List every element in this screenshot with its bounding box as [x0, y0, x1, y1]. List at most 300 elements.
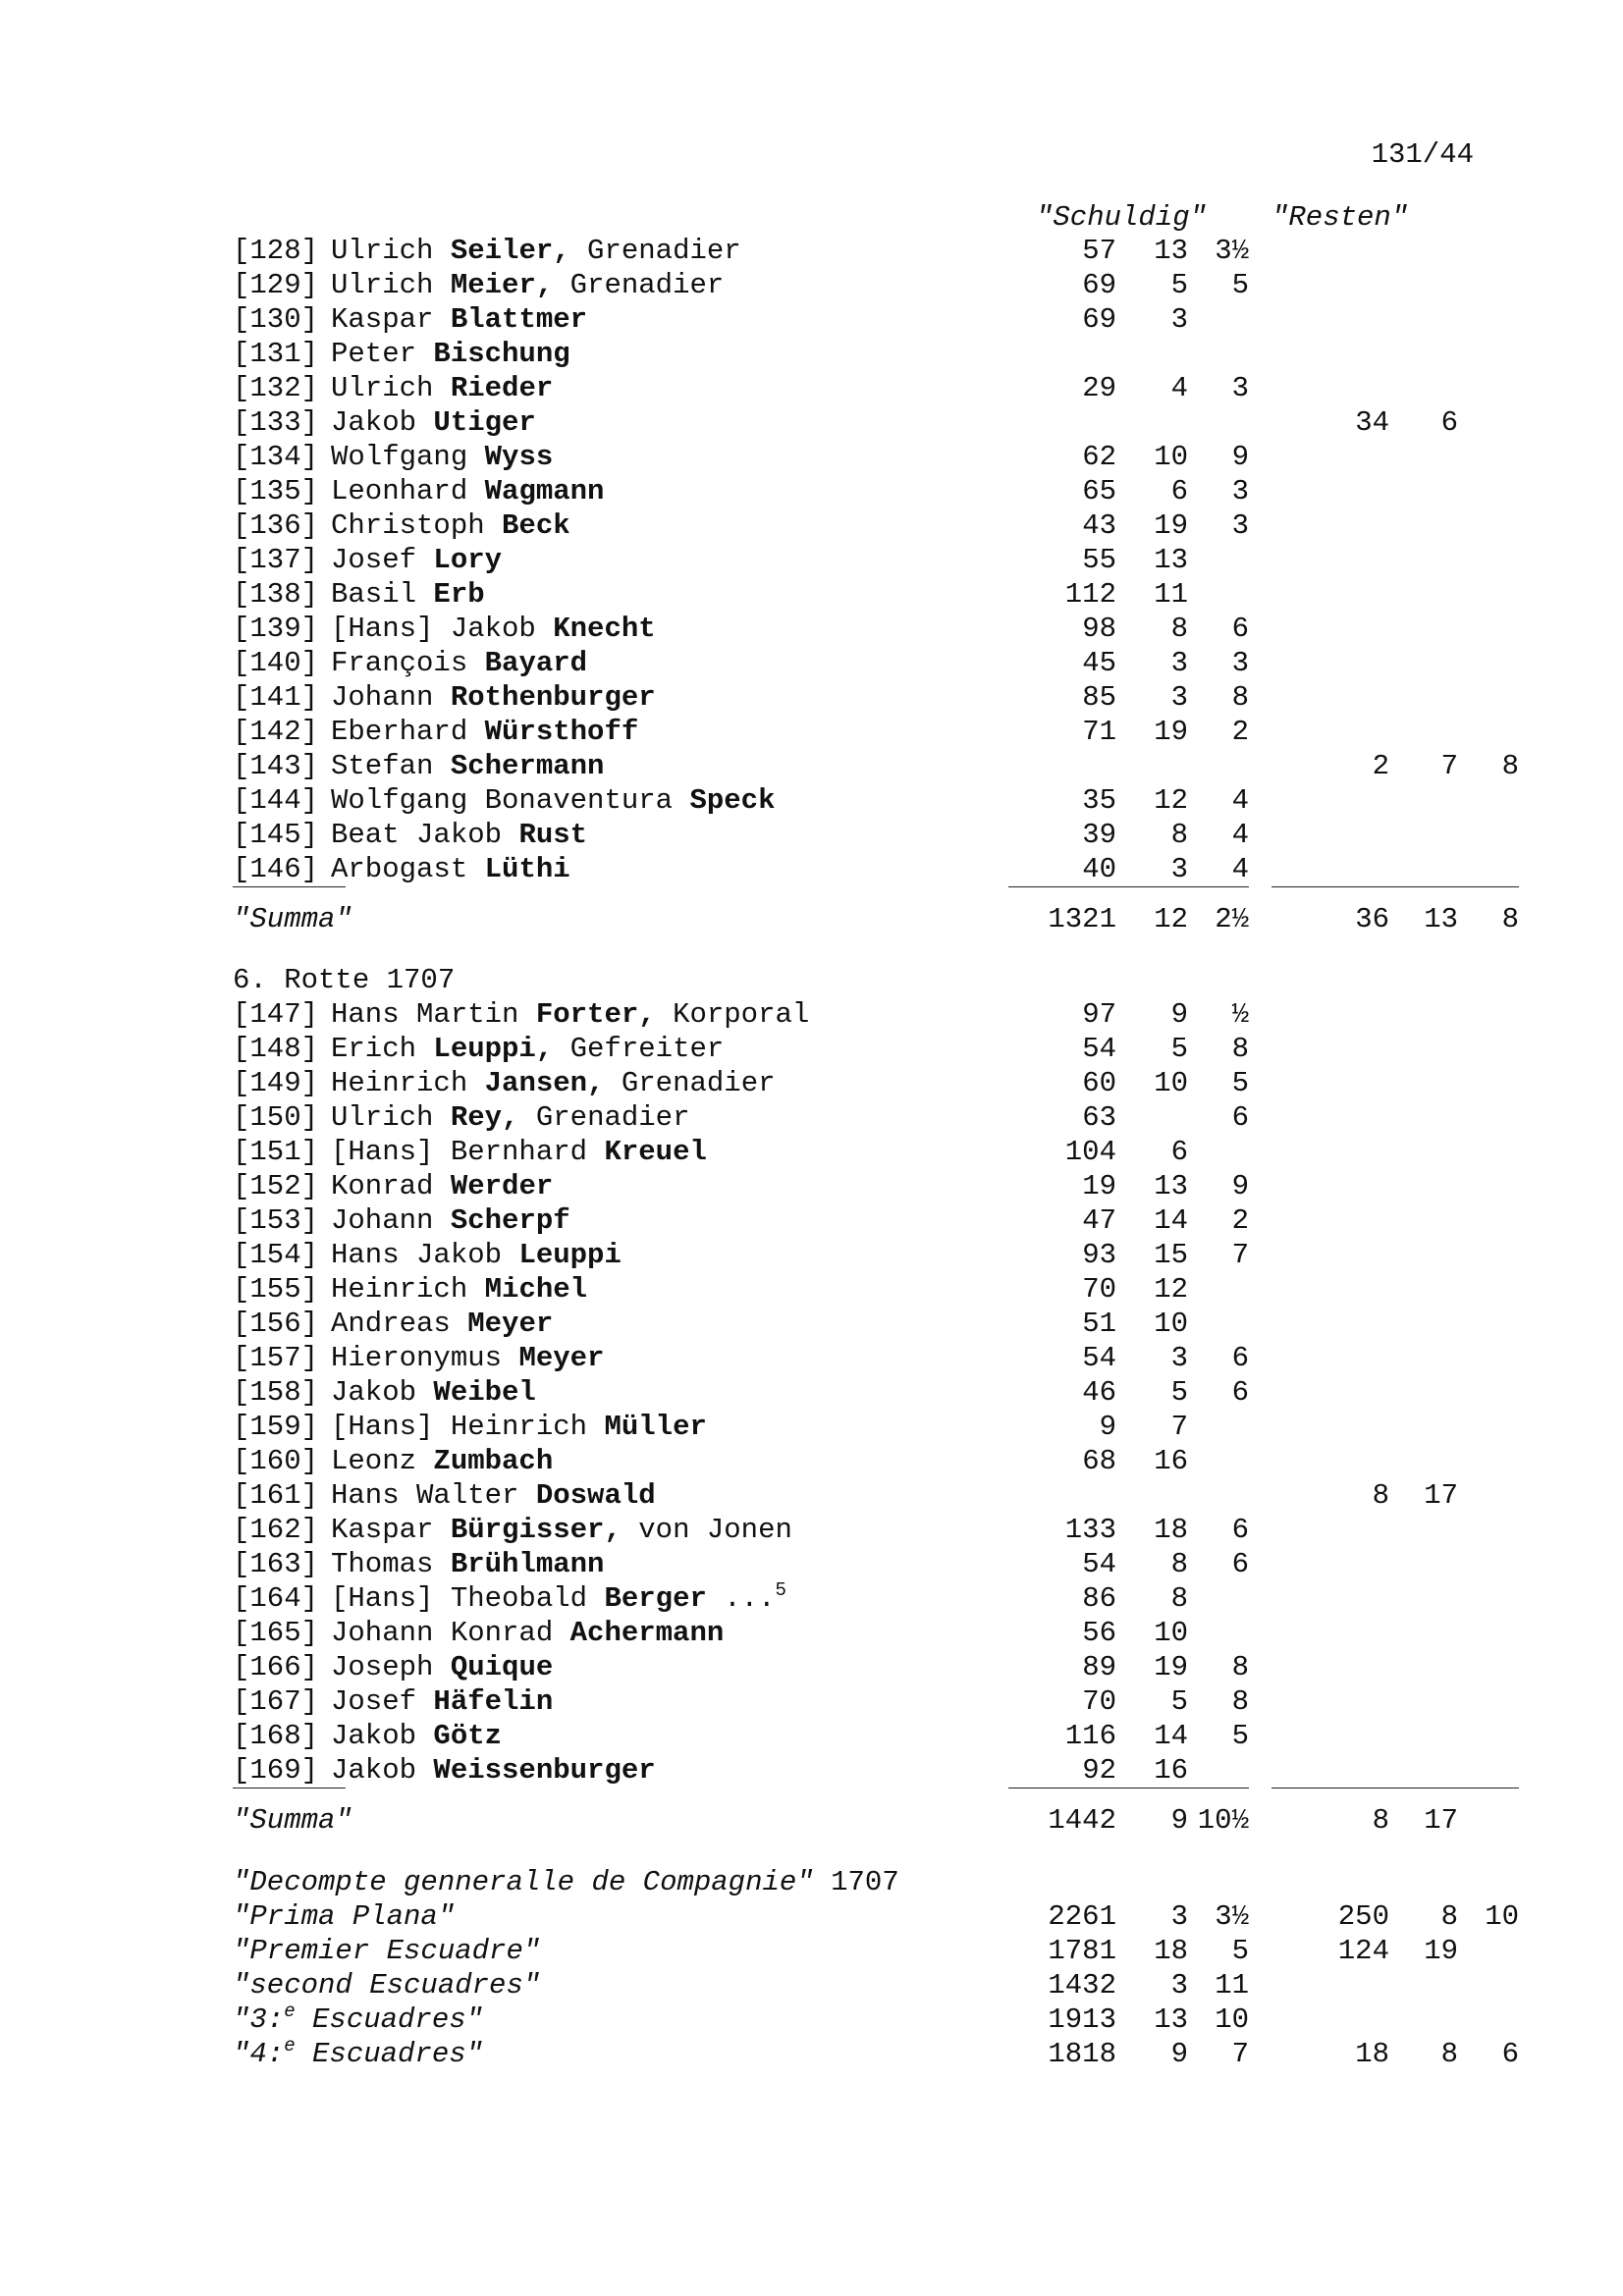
schuldig-amount: 89 — [1082, 1651, 1116, 1683]
schuldig-amount: 86 — [1082, 1582, 1116, 1615]
entry-name — [331, 1066, 776, 1100]
entry-number: [163] — [233, 1548, 319, 1580]
surname: Wyss — [484, 441, 554, 473]
resten-amount: 124 — [1337, 1935, 1389, 1967]
footnote-mark: 5 — [775, 1579, 786, 1601]
schuldig-amount: 6 — [1231, 1101, 1249, 1134]
entry-note: ... — [706, 1582, 776, 1615]
schuldig-amount: 8 — [1170, 1548, 1188, 1580]
first-name: Stefan — [331, 750, 451, 782]
roster-entry — [233, 1307, 1188, 1341]
roster-entry — [233, 1375, 1249, 1410]
roster-entry — [233, 1272, 1188, 1307]
entry-name — [331, 680, 656, 715]
entry-number: [134] — [233, 441, 319, 473]
squad-label — [233, 1899, 455, 1934]
resten-amount: 8 — [1440, 1900, 1458, 1933]
surname: Erb — [433, 578, 485, 611]
first-name: Kaspar — [331, 303, 451, 336]
entry-note: Gefreiter — [553, 1033, 725, 1065]
schuldig-amount: 3 — [1170, 1969, 1188, 2002]
first-name: [Hans] Heinrich — [331, 1411, 605, 1443]
entry-name — [331, 268, 724, 302]
entry-number: [150] — [233, 1101, 319, 1134]
entry-name — [331, 234, 741, 268]
first-name: Jakob — [331, 406, 434, 439]
schuldig-amount: 14 — [1154, 1204, 1188, 1237]
surname: Seiler, — [450, 235, 570, 267]
entry-number: [160] — [233, 1445, 319, 1477]
first-name: Erich — [331, 1033, 434, 1065]
surname: Knecht — [553, 613, 656, 645]
schuldig-amount: 46 — [1082, 1376, 1116, 1409]
surname: Bayard — [484, 647, 588, 679]
schuldig-amount: 56 — [1082, 1617, 1116, 1649]
roster-entry — [233, 1547, 1249, 1581]
schuldig-amount: 9 — [1099, 1411, 1116, 1443]
entry-note: Grenadier — [604, 1067, 776, 1099]
surname: Leuppi — [518, 1239, 622, 1271]
surname: Würsthoff — [484, 716, 639, 748]
surname: Meyer — [518, 1342, 605, 1374]
schuldig-amount: 10½ — [1197, 1804, 1249, 1837]
schuldig-amount: 2 — [1231, 1204, 1249, 1237]
schuldig-amount: 93 — [1082, 1239, 1116, 1271]
schuldig-amount: 133 — [1064, 1514, 1116, 1546]
entry-name — [331, 612, 656, 646]
schuldig-amount: 8 — [1231, 1651, 1249, 1683]
schuldig-amount: 19 — [1154, 1651, 1188, 1683]
first-name: [Hans] Jakob — [331, 613, 554, 645]
schuldig-amount: 10 — [1154, 1067, 1188, 1099]
schuldig-amount: 1432 — [1048, 1969, 1116, 2002]
entry-name — [331, 715, 638, 749]
schuldig-amount: 8 — [1170, 613, 1188, 645]
surname: Weibel — [433, 1376, 536, 1409]
schuldig-amount: 43 — [1082, 509, 1116, 542]
surname: Brühlmann — [450, 1548, 605, 1580]
entry-name — [331, 1238, 622, 1272]
schuldig-amount: 5 — [1231, 269, 1249, 301]
entry-number: [130] — [233, 303, 319, 336]
roster-entry — [233, 1169, 1249, 1203]
surname: Rey, — [450, 1101, 519, 1134]
entry-number: [143] — [233, 750, 319, 782]
schuldig-amount: 5 — [1231, 1720, 1249, 1752]
surname: Doswald — [535, 1479, 656, 1512]
entry-number: [166] — [233, 1651, 319, 1683]
schuldig-amount: 45 — [1082, 647, 1116, 679]
schuldig-amount: 63 — [1082, 1101, 1116, 1134]
page-number: 131/44 — [1371, 138, 1474, 171]
surname: Rothenburger — [450, 681, 656, 714]
schuldig-amount: 51 — [1082, 1308, 1116, 1340]
surname: Forter, — [535, 998, 656, 1031]
resten-amount: 8 — [1501, 903, 1519, 935]
schuldig-amount: 69 — [1082, 303, 1116, 336]
entry-number: [152] — [233, 1170, 319, 1202]
schuldig-amount: 98 — [1082, 613, 1116, 645]
surname: Achermann — [569, 1617, 725, 1649]
entry-name — [331, 1650, 553, 1684]
schuldig-amount: 55 — [1082, 544, 1116, 576]
entry-name — [331, 749, 604, 783]
first-name: Hans Jakob — [331, 1239, 519, 1271]
schuldig-amount: 12 — [1154, 903, 1188, 935]
schuldig-amount: 3 — [1170, 303, 1188, 336]
surname: Michel — [484, 1273, 588, 1306]
schuldig-amount: 71 — [1082, 716, 1116, 748]
entry-name — [331, 337, 570, 371]
schuldig-amount: 10 — [1215, 2003, 1249, 2036]
surname: Beck — [502, 509, 570, 542]
surname: Bürgisser, — [450, 1514, 622, 1546]
first-name: [Hans] Theobald — [331, 1582, 605, 1615]
schuldig-amount: 6 — [1231, 1376, 1249, 1409]
surname: Leuppi, — [433, 1033, 554, 1065]
schuldig-amount: 1442 — [1048, 1804, 1116, 1837]
roster-entry — [233, 1238, 1249, 1272]
schuldig-amount: 69 — [1082, 269, 1116, 301]
entry-name — [331, 371, 553, 405]
sum-rule-row — [233, 1788, 455, 1803]
entry-name — [331, 577, 485, 612]
first-name: Josef — [331, 1685, 434, 1718]
schuldig-amount: 3 — [1231, 475, 1249, 507]
entry-number: [142] — [233, 716, 319, 748]
entry-number: [169] — [233, 1754, 319, 1787]
section-underline — [233, 886, 346, 887]
schuldig-amount: 10 — [1154, 441, 1188, 473]
schuldig-amount: 29 — [1082, 372, 1116, 404]
schuldig-amount: 9 — [1170, 2038, 1188, 2070]
surname: Utiger — [433, 406, 536, 439]
schuldig-amount: 68 — [1082, 1445, 1116, 1477]
sum-rule-resten — [1271, 886, 1519, 887]
roster-entry — [233, 1753, 1188, 1788]
surname: Wagmann — [484, 475, 605, 507]
schuldig-amount: 40 — [1082, 853, 1116, 885]
entry-note: Grenadier — [569, 235, 741, 267]
first-name: Heinrich — [331, 1067, 485, 1099]
schuldig-amount: 9 — [1231, 1170, 1249, 1202]
resten-amount: 34 — [1355, 406, 1389, 439]
entry-name — [331, 1307, 553, 1341]
first-name: Ulrich — [331, 235, 451, 267]
schuldig-amount: 5 — [1170, 1376, 1188, 1409]
schuldig-amount: 19 — [1082, 1170, 1116, 1202]
entry-name — [331, 508, 570, 543]
entry-number: [133] — [233, 406, 319, 439]
roster-entry — [233, 1066, 1249, 1100]
entry-number: [158] — [233, 1376, 319, 1409]
first-name: Beat Jakob — [331, 819, 519, 851]
surname: Häfelin — [433, 1685, 554, 1718]
entry-number: [151] — [233, 1136, 319, 1168]
schuldig-amount: 2½ — [1215, 903, 1249, 935]
entry-name — [331, 783, 775, 818]
schuldig-amount: 6 — [1170, 475, 1188, 507]
first-name: Leonhard — [331, 475, 485, 507]
schuldig-amount: 19 — [1154, 716, 1188, 748]
schuldig-amount: 3 — [1170, 1900, 1188, 1933]
first-name: Jakob — [331, 1720, 434, 1752]
entry-number: [148] — [233, 1033, 319, 1065]
surname: Weissenburger — [433, 1754, 656, 1787]
schuldig-amount: 19 — [1154, 509, 1188, 542]
schuldig-amount: 9 — [1170, 998, 1188, 1031]
section-heading: 6. Rotte 1707 — [233, 964, 456, 996]
schuldig-amount: 4 — [1231, 853, 1249, 885]
resten-amount: 10 — [1485, 1900, 1519, 1933]
schuldig-amount: 7 — [1231, 1239, 1249, 1271]
schuldig-amount: 112 — [1064, 578, 1116, 611]
first-name: Hieronymus — [331, 1342, 519, 1374]
schuldig-amount: 7 — [1170, 1411, 1188, 1443]
surname: Scherpf — [450, 1204, 570, 1237]
entry-name — [331, 1375, 536, 1410]
schuldig-amount: 3 — [1231, 647, 1249, 679]
schuldig-amount: 3 — [1170, 647, 1188, 679]
schuldig-amount: 9 — [1231, 441, 1249, 473]
roster-entry — [233, 1100, 1249, 1135]
roster-entry — [233, 1032, 1249, 1066]
summary-heading-year: 1707 — [813, 1866, 899, 1898]
schuldig-amount: 3 — [1170, 1342, 1188, 1374]
first-name: Johann Konrad — [331, 1617, 570, 1649]
schuldig-amount: 8 — [1231, 681, 1249, 714]
schuldig-amount: 60 — [1082, 1067, 1116, 1099]
schuldig-amount: 1913 — [1048, 2003, 1116, 2036]
schuldig-amount: 65 — [1082, 475, 1116, 507]
section-underline — [233, 1788, 346, 1789]
entry-number: [168] — [233, 1720, 319, 1752]
schuldig-amount: 1321 — [1048, 903, 1116, 935]
entry-number: [149] — [233, 1067, 319, 1099]
resten-amount: 8 — [1440, 2038, 1458, 2070]
schuldig-amount: 5 — [1170, 269, 1188, 301]
schuldig-amount: 70 — [1082, 1273, 1116, 1306]
first-name: Christoph — [331, 509, 503, 542]
schuldig-amount: 10 — [1154, 1617, 1188, 1649]
squad-label — [233, 1934, 540, 1968]
schuldig-amount: 12 — [1154, 1273, 1188, 1306]
roster-entry — [233, 1684, 1249, 1719]
entry-note: Grenadier — [518, 1101, 690, 1134]
roster-entry — [233, 1341, 1249, 1375]
schuldig-amount: 85 — [1082, 681, 1116, 714]
schuldig-amount: 39 — [1082, 819, 1116, 851]
schuldig-amount: 4 — [1170, 372, 1188, 404]
entry-name — [331, 852, 570, 886]
schuldig-amount: 116 — [1064, 1720, 1116, 1752]
column-header-schuldig: "Schuldig" — [1036, 201, 1208, 234]
entry-number: [144] — [233, 784, 319, 817]
schuldig-amount: 4 — [1231, 784, 1249, 817]
entry-number: [146] — [233, 853, 319, 885]
entry-number: [132] — [233, 372, 319, 404]
first-name: Peter — [331, 338, 434, 370]
surname: Zumbach — [433, 1445, 554, 1477]
entry-name — [331, 1032, 724, 1066]
entry-number: [155] — [233, 1273, 319, 1306]
resten-amount: 19 — [1424, 1935, 1458, 1967]
surname: Speck — [689, 784, 776, 817]
entry-note: Grenadier — [553, 269, 725, 301]
squad-label — [233, 2002, 483, 2040]
schuldig-amount: 47 — [1082, 1204, 1116, 1237]
schuldig-amount: 104 — [1064, 1136, 1116, 1168]
summa-label: "Summa" — [233, 1804, 352, 1837]
first-name: Hans Walter — [331, 1479, 536, 1512]
schuldig-amount: 35 — [1082, 784, 1116, 817]
first-name: Ulrich — [331, 372, 451, 404]
schuldig-amount: 8 — [1170, 819, 1188, 851]
schuldig-amount: 57 — [1082, 235, 1116, 267]
schuldig-amount: 5 — [1231, 1935, 1249, 1967]
surname: Rieder — [450, 372, 554, 404]
roster-entry — [233, 1513, 1249, 1547]
entry-name — [331, 1272, 587, 1307]
schuldig-amount: 13 — [1154, 2003, 1188, 2036]
schuldig-amount: 70 — [1082, 1685, 1116, 1718]
entry-number: [164] — [233, 1582, 319, 1615]
squad-label-text: "4: — [233, 2038, 285, 2070]
resten-amount: 8 — [1372, 1804, 1389, 1837]
surname: Bischung — [433, 338, 570, 370]
entry-name — [331, 1410, 707, 1444]
entry-name — [331, 1753, 656, 1788]
schuldig-amount: 54 — [1082, 1342, 1116, 1374]
squad-label — [233, 2037, 483, 2074]
entry-number: [153] — [233, 1204, 319, 1237]
resten-amount: 2 — [1372, 750, 1389, 782]
resten-amount: 18 — [1355, 2038, 1389, 2070]
first-name: Jakob — [331, 1376, 434, 1409]
schuldig-amount: 9 — [1170, 1804, 1188, 1837]
first-name: Arbogast — [331, 853, 485, 885]
entry-number: [157] — [233, 1342, 319, 1374]
first-name: Thomas — [331, 1548, 451, 1580]
schuldig-amount: 18 — [1154, 1514, 1188, 1546]
surname: Quique — [450, 1651, 554, 1683]
entry-number: [156] — [233, 1308, 319, 1340]
schuldig-amount: 16 — [1154, 1445, 1188, 1477]
sum-rule-resten — [1271, 1788, 1519, 1789]
schuldig-amount: 62 — [1082, 441, 1116, 473]
first-name: Eberhard — [331, 716, 485, 748]
schuldig-amount: 14 — [1154, 1720, 1188, 1752]
schuldig-amount: 18 — [1154, 1935, 1188, 1967]
entry-name — [331, 440, 553, 474]
entry-number: [131] — [233, 338, 319, 370]
roster-entry — [233, 1203, 1249, 1238]
schuldig-amount: 1818 — [1048, 2038, 1116, 2070]
entry-number: [145] — [233, 819, 319, 851]
entry-number: [159] — [233, 1411, 319, 1443]
first-name: Kaspar — [331, 1514, 451, 1546]
entry-number: [135] — [233, 475, 319, 507]
schuldig-amount: 1781 — [1048, 1935, 1116, 1967]
entry-name — [331, 1547, 604, 1581]
schuldig-amount: 8 — [1231, 1033, 1249, 1065]
squad-label-text: "Prima Plana" — [233, 1900, 456, 1933]
surname: Kreuel — [604, 1136, 707, 1168]
schuldig-amount: 13 — [1154, 544, 1188, 576]
entry-name — [331, 1169, 553, 1203]
first-name: [Hans] Bernhard — [331, 1136, 605, 1168]
entry-name — [331, 1581, 786, 1619]
schuldig-amount: 2261 — [1048, 1900, 1116, 1933]
surname: Meyer — [467, 1308, 554, 1340]
schuldig-amount: 11 — [1154, 578, 1188, 611]
entry-name — [331, 474, 604, 508]
entry-name — [331, 997, 809, 1032]
schuldig-amount: 3 — [1231, 372, 1249, 404]
squad-label — [233, 1968, 540, 2002]
resten-amount: 17 — [1424, 1804, 1458, 1837]
resten-amount: 17 — [1424, 1479, 1458, 1512]
schuldig-amount: 92 — [1082, 1754, 1116, 1787]
schuldig-amount: 13 — [1154, 1170, 1188, 1202]
first-name: Joseph — [331, 1651, 451, 1683]
first-name: Basil — [331, 578, 434, 611]
entry-number: [162] — [233, 1514, 319, 1546]
resten-amount: 7 — [1440, 750, 1458, 782]
squad-label-rest: Escuadres" — [295, 2003, 484, 2036]
roster-entry — [233, 1135, 1188, 1169]
entry-note: von Jonen — [621, 1514, 792, 1546]
resten-amount: 13 — [1424, 903, 1458, 935]
schuldig-amount: 6 — [1231, 1514, 1249, 1546]
entry-name — [331, 1100, 689, 1135]
roster-entry — [233, 1478, 1458, 1513]
schuldig-amount: 3½ — [1215, 1900, 1249, 1933]
surname: Blattmer — [450, 303, 588, 336]
surname: Lüthi — [484, 853, 570, 885]
entry-number: [147] — [233, 998, 319, 1031]
entry-name — [331, 1478, 656, 1513]
entry-number: [137] — [233, 544, 319, 576]
first-name: Wolfgang Bonaventura — [331, 784, 690, 817]
entry-number: [128] — [233, 235, 319, 267]
entry-number: [139] — [233, 613, 319, 645]
entry-name — [331, 1341, 604, 1375]
squad-label-text: "Premier Escuadre" — [233, 1935, 541, 1967]
schuldig-amount: 4 — [1231, 819, 1249, 851]
schuldig-amount: 7 — [1231, 2038, 1249, 2070]
entry-number: [167] — [233, 1685, 319, 1718]
surname: Götz — [433, 1720, 503, 1752]
resten-amount: 8 — [1501, 750, 1519, 782]
entry-number: [161] — [233, 1479, 319, 1512]
entry-name — [331, 405, 536, 440]
entry-name — [331, 818, 587, 852]
schuldig-amount: 3 — [1170, 681, 1188, 714]
first-name: Hans Martin — [331, 998, 536, 1031]
schuldig-amount: 15 — [1154, 1239, 1188, 1271]
squad-label-rest: Escuadres" — [295, 2038, 484, 2070]
squad-label-text: "second Escuadres" — [233, 1969, 541, 2002]
entry-name — [331, 302, 587, 337]
schuldig-amount: ½ — [1231, 998, 1249, 1031]
entry-name — [331, 543, 502, 577]
entry-name — [331, 1616, 724, 1650]
first-name: Ulrich — [331, 1101, 451, 1134]
entry-number: [136] — [233, 509, 319, 542]
schuldig-amount: 54 — [1082, 1548, 1116, 1580]
entry-name — [331, 646, 587, 680]
